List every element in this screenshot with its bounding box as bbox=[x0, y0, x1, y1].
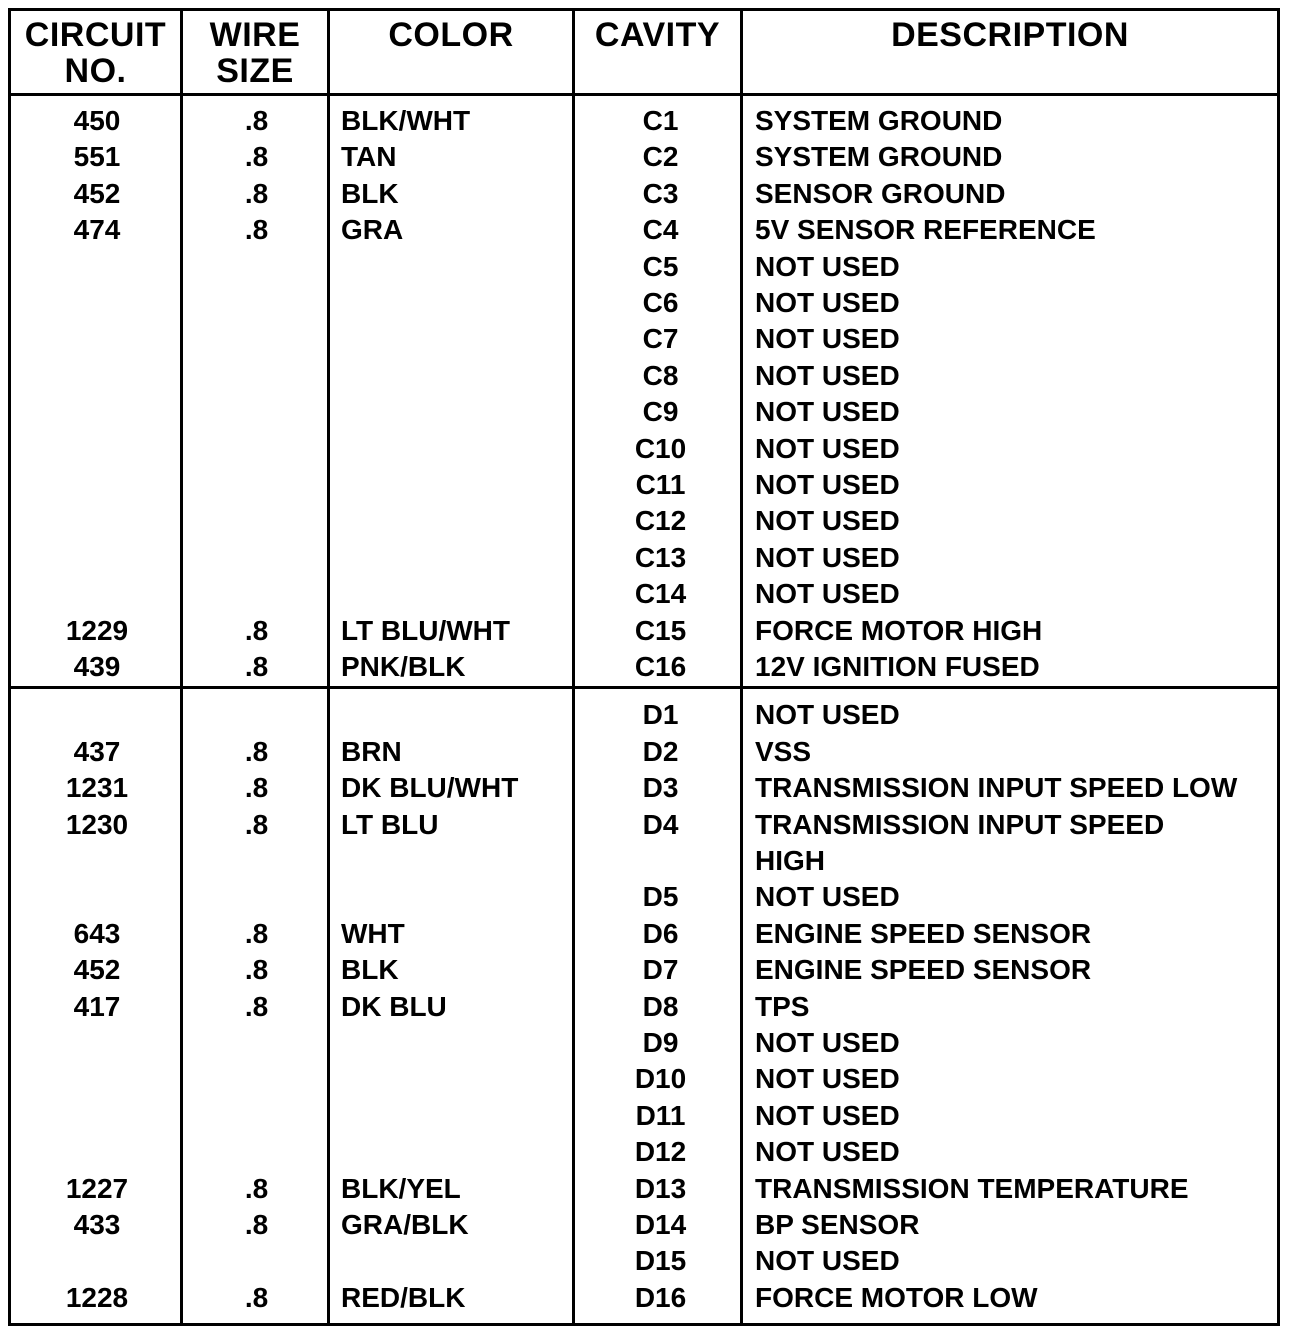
circuit-no-cell bbox=[11, 285, 183, 321]
description-cell: TRANSMISSION INPUT SPEED bbox=[755, 808, 1165, 840]
wire-size-cell: .8 bbox=[244, 735, 269, 767]
description-cell: NOT USED bbox=[755, 1245, 900, 1277]
description-cell: NOT USED bbox=[755, 469, 900, 500]
wire-size-cell bbox=[183, 285, 330, 321]
color-cell bbox=[341, 843, 576, 879]
color-cell bbox=[341, 321, 576, 357]
description-cell: NOT USED bbox=[755, 250, 900, 282]
table-row bbox=[11, 1171, 1277, 1207]
table-row bbox=[11, 540, 1277, 576]
cavity-cell: D10 bbox=[634, 1063, 687, 1095]
description-cell: NOT USED bbox=[755, 578, 900, 610]
wire-size-cell: .8 bbox=[244, 614, 269, 646]
cavity-cell: D13 bbox=[634, 1172, 687, 1204]
table-row bbox=[11, 613, 1277, 649]
header-wire-line1: WIRE bbox=[209, 16, 301, 54]
wire-size-cell bbox=[183, 249, 330, 285]
table-row bbox=[11, 358, 1277, 394]
color-cell bbox=[341, 431, 576, 467]
color-cell bbox=[341, 697, 576, 733]
cavity-cell: C6 bbox=[642, 287, 679, 318]
header-description-label: DESCRIPTION bbox=[891, 16, 1129, 54]
table-row bbox=[11, 139, 1277, 175]
cavity-cell: D15 bbox=[634, 1245, 687, 1277]
table-row bbox=[11, 212, 1277, 248]
cavity-cell: D2 bbox=[642, 735, 679, 767]
color-cell: PNK/BLK bbox=[341, 651, 466, 682]
cavity-cell: D16 bbox=[634, 1281, 687, 1313]
cavity-cell: C4 bbox=[642, 214, 679, 246]
header-color-label: COLOR bbox=[388, 16, 514, 54]
header-description bbox=[743, 17, 1277, 101]
circuit-no-cell: 1231 bbox=[65, 772, 129, 804]
cavity-cell: C10 bbox=[634, 432, 687, 464]
table-row bbox=[11, 1134, 1277, 1170]
wire-size-cell bbox=[183, 540, 330, 576]
color-cell bbox=[341, 1061, 576, 1097]
table-row bbox=[11, 770, 1277, 806]
circuit-no-cell bbox=[11, 467, 183, 503]
header-color bbox=[330, 17, 572, 101]
wire-size-cell: .8 bbox=[244, 917, 269, 949]
description-cell: NOT USED bbox=[755, 323, 900, 355]
description-cell: TRANSMISSION TEMPERATURE bbox=[755, 1172, 1189, 1204]
color-cell: BLK/WHT bbox=[341, 105, 471, 136]
connector-pinout-table bbox=[8, 8, 1280, 1326]
wire-size-cell bbox=[183, 843, 330, 879]
color-cell: DK BLU/WHT bbox=[341, 772, 519, 804]
description-cell: TPS bbox=[755, 990, 810, 1022]
circuit-no-cell: 1229 bbox=[65, 614, 129, 646]
circuit-no-cell bbox=[11, 321, 183, 357]
color-cell: BLK bbox=[341, 954, 399, 986]
circuit-no-cell bbox=[11, 1061, 183, 1097]
table-row bbox=[11, 1207, 1277, 1243]
table-row bbox=[11, 1098, 1277, 1134]
circuit-no-cell bbox=[11, 1098, 183, 1134]
table-row bbox=[11, 879, 1277, 915]
cavity-cell: C7 bbox=[642, 323, 679, 355]
circuit-no-cell bbox=[11, 1025, 183, 1061]
color-cell: GRA/BLK bbox=[341, 1209, 469, 1240]
color-cell: WHT bbox=[341, 917, 405, 949]
circuit-no-cell: 452 bbox=[73, 954, 121, 986]
description-cell: FORCE MOTOR HIGH bbox=[755, 614, 1043, 646]
table-row bbox=[11, 1280, 1277, 1316]
wire-size-cell: .8 bbox=[244, 141, 269, 173]
color-cell bbox=[341, 467, 576, 503]
color-cell bbox=[341, 1025, 576, 1061]
table-row bbox=[11, 1243, 1277, 1279]
cavity-cell: D4 bbox=[642, 808, 679, 840]
description-cell: ENGINE SPEED SENSOR bbox=[755, 917, 1092, 949]
circuit-no-cell: 643 bbox=[73, 917, 121, 949]
wire-size-cell: .8 bbox=[244, 1281, 269, 1313]
header-circuit-line1: CIRCUIT bbox=[24, 16, 167, 54]
circuit-no-cell: 1227 bbox=[65, 1172, 129, 1204]
color-cell: LT BLU bbox=[341, 808, 439, 840]
cavity-cell: D7 bbox=[642, 954, 679, 986]
table-row bbox=[11, 916, 1277, 952]
circuit-no-cell: 433 bbox=[73, 1209, 121, 1240]
color-cell: BRN bbox=[341, 735, 402, 767]
table-row bbox=[11, 467, 1277, 503]
header-wire-line2: SIZE bbox=[216, 52, 294, 90]
cavity-cell bbox=[577, 843, 744, 879]
description-cell: NOT USED bbox=[755, 1136, 900, 1168]
description-cell: SYSTEM GROUND bbox=[755, 141, 1003, 173]
table-row bbox=[11, 103, 1277, 139]
table-row bbox=[11, 176, 1277, 212]
description-cell: ENGINE SPEED SENSOR bbox=[755, 954, 1092, 986]
wire-size-cell: .8 bbox=[244, 651, 269, 682]
color-cell bbox=[341, 540, 576, 576]
wire-size-cell bbox=[183, 467, 330, 503]
description-cell: NOT USED bbox=[755, 505, 900, 537]
description-cell: NOT USED bbox=[755, 432, 900, 464]
color-cell bbox=[341, 249, 576, 285]
circuit-no-cell bbox=[11, 1134, 183, 1170]
circuit-no-cell bbox=[11, 843, 183, 879]
color-cell bbox=[341, 394, 576, 430]
circuit-no-cell bbox=[11, 879, 183, 915]
header-cavity-label: CAVITY bbox=[594, 16, 721, 54]
circuit-no-cell: 437 bbox=[73, 735, 121, 767]
wire-size-cell bbox=[183, 1061, 330, 1097]
description-cell: NOT USED bbox=[755, 881, 900, 913]
description-cell: NOT USED bbox=[755, 359, 900, 391]
circuit-no-cell: 1228 bbox=[65, 1281, 129, 1313]
color-cell bbox=[341, 358, 576, 394]
cavity-cell: D6 bbox=[642, 917, 679, 949]
wire-size-cell bbox=[183, 503, 330, 539]
cavity-cell: D5 bbox=[642, 881, 679, 913]
color-cell bbox=[341, 1243, 576, 1279]
wire-size-cell: .8 bbox=[244, 990, 269, 1022]
wire-size-cell: .8 bbox=[244, 1172, 269, 1204]
table-row bbox=[11, 576, 1277, 612]
wire-size-cell bbox=[183, 1134, 330, 1170]
header-circuit-no bbox=[11, 17, 180, 101]
header-circuit-line2: NO. bbox=[64, 52, 127, 90]
cavity-cell: D14 bbox=[634, 1209, 687, 1240]
table-row bbox=[11, 807, 1277, 843]
cavity-cell: C13 bbox=[634, 541, 687, 573]
table-row bbox=[11, 649, 1277, 685]
wire-size-cell bbox=[183, 394, 330, 430]
wire-size-cell bbox=[183, 697, 330, 733]
description-cell: 5V SENSOR REFERENCE bbox=[755, 214, 1096, 246]
circuit-no-cell: 474 bbox=[73, 214, 121, 246]
wire-size-cell: .8 bbox=[244, 808, 269, 840]
cavity-cell: C9 bbox=[642, 396, 679, 428]
color-cell: BLK/YEL bbox=[341, 1172, 461, 1204]
color-cell: RED/BLK bbox=[341, 1281, 466, 1313]
cavity-cell: C15 bbox=[634, 614, 687, 646]
wire-size-cell: .8 bbox=[244, 772, 269, 804]
circuit-no-cell: 452 bbox=[73, 177, 121, 209]
wire-size-cell bbox=[183, 576, 330, 612]
cavity-cell: D9 bbox=[642, 1027, 679, 1058]
header-cavity bbox=[575, 17, 740, 101]
description-cell: SYSTEM GROUND bbox=[755, 105, 1003, 136]
header-wire-size bbox=[183, 17, 327, 101]
circuit-no-cell: 450 bbox=[73, 105, 121, 136]
circuit-no-cell: 417 bbox=[73, 990, 121, 1022]
circuit-no-cell: 551 bbox=[73, 141, 121, 173]
description-cell: NOT USED bbox=[755, 396, 900, 428]
table-row bbox=[11, 285, 1277, 321]
description-cell: NOT USED bbox=[755, 1027, 900, 1058]
description-cell: NOT USED bbox=[755, 1099, 900, 1131]
table-row bbox=[11, 503, 1277, 539]
cavity-cell: D3 bbox=[642, 772, 679, 804]
description-cell: NOT USED bbox=[755, 699, 900, 731]
table-row bbox=[11, 989, 1277, 1025]
circuit-no-cell bbox=[11, 697, 183, 733]
table-row bbox=[11, 843, 1277, 879]
color-cell bbox=[341, 1134, 576, 1170]
cavity-cell: D1 bbox=[642, 699, 679, 731]
description-cell: FORCE MOTOR LOW bbox=[755, 1281, 1038, 1313]
description-cell: NOT USED bbox=[755, 1063, 900, 1095]
circuit-no-cell bbox=[11, 540, 183, 576]
cavity-cell: C12 bbox=[634, 505, 687, 537]
cavity-cell: C8 bbox=[642, 359, 679, 391]
cavity-cell: D12 bbox=[634, 1136, 687, 1168]
wire-size-cell: .8 bbox=[244, 177, 269, 209]
wire-size-cell bbox=[183, 358, 330, 394]
circuit-no-cell bbox=[11, 249, 183, 285]
wire-size-cell bbox=[183, 1025, 330, 1061]
color-cell bbox=[341, 879, 576, 915]
table-row bbox=[11, 1061, 1277, 1097]
cavity-cell: C5 bbox=[642, 250, 679, 282]
cavity-cell: C2 bbox=[642, 141, 679, 173]
circuit-no-cell bbox=[11, 431, 183, 467]
color-cell: GRA bbox=[341, 214, 404, 246]
description-cell: 12V IGNITION FUSED bbox=[755, 651, 1040, 682]
table-row bbox=[11, 394, 1277, 430]
cavity-cell: C11 bbox=[635, 469, 686, 500]
description-cell: HIGH bbox=[755, 845, 825, 876]
description-cell: BP SENSOR bbox=[755, 1209, 920, 1240]
wire-size-cell: .8 bbox=[244, 954, 269, 986]
table-row bbox=[11, 734, 1277, 770]
circuit-no-cell: 439 bbox=[73, 651, 121, 682]
circuit-no-cell bbox=[11, 503, 183, 539]
description-cell: VSS bbox=[755, 735, 812, 767]
circuit-no-cell bbox=[11, 1243, 183, 1279]
cavity-cell: D8 bbox=[642, 990, 679, 1022]
table-row bbox=[11, 249, 1277, 285]
description-cell: NOT USED bbox=[755, 287, 900, 318]
table-row bbox=[11, 431, 1277, 467]
description-cell: NOT USED bbox=[755, 541, 900, 573]
wire-size-cell bbox=[183, 431, 330, 467]
description-cell: SENSOR GROUND bbox=[755, 177, 1006, 209]
section-divider bbox=[11, 686, 1277, 689]
wire-size-cell: .8 bbox=[244, 1209, 269, 1240]
color-cell bbox=[341, 576, 576, 612]
circuit-no-cell bbox=[11, 394, 183, 430]
table-row bbox=[11, 952, 1277, 988]
cavity-cell: C3 bbox=[642, 177, 679, 209]
table-row bbox=[11, 1025, 1277, 1061]
color-cell bbox=[341, 503, 576, 539]
cavity-cell: C16 bbox=[634, 651, 687, 682]
color-cell: LT BLU/WHT bbox=[341, 614, 510, 646]
circuit-no-cell bbox=[11, 358, 183, 394]
cavity-cell: D11 bbox=[635, 1099, 686, 1131]
circuit-no-cell bbox=[11, 576, 183, 612]
color-cell bbox=[341, 285, 576, 321]
table-row bbox=[11, 697, 1277, 733]
circuit-no-cell: 1230 bbox=[65, 808, 129, 840]
wire-size-cell: .8 bbox=[244, 214, 269, 246]
wire-size-cell bbox=[183, 1098, 330, 1134]
color-cell bbox=[341, 1098, 576, 1134]
color-cell: BLK bbox=[341, 177, 399, 209]
table-row bbox=[11, 321, 1277, 357]
cavity-cell: C1 bbox=[642, 105, 679, 136]
cavity-cell: C14 bbox=[634, 578, 687, 610]
wire-size-cell bbox=[183, 321, 330, 357]
wire-size-cell bbox=[183, 879, 330, 915]
color-cell: DK BLU bbox=[341, 990, 447, 1022]
wire-size-cell bbox=[183, 1243, 330, 1279]
description-cell: TRANSMISSION INPUT SPEED LOW bbox=[755, 772, 1238, 804]
color-cell: TAN bbox=[341, 141, 397, 173]
wire-size-cell: .8 bbox=[244, 105, 269, 136]
